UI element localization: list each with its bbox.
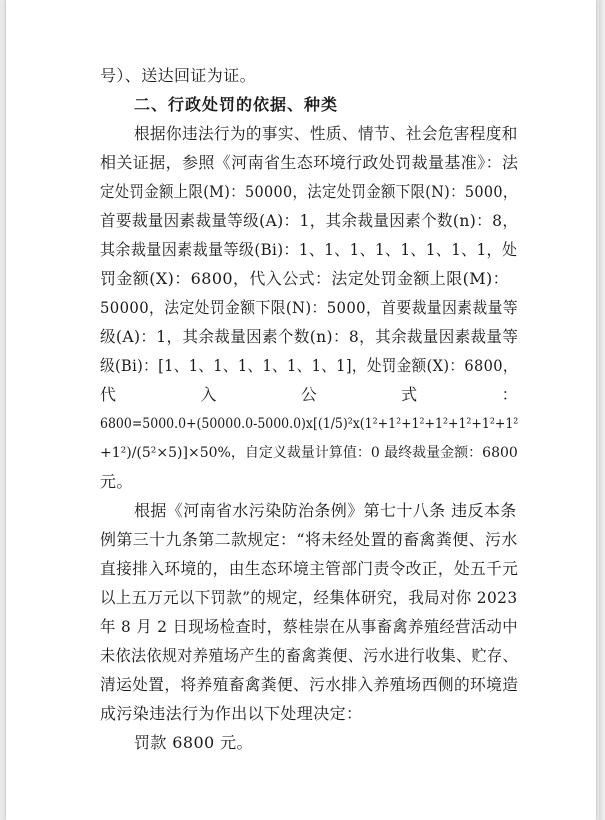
spread-char: 代 (100, 385, 117, 404)
text-line: 级(A)：1，其余裁量因素个数(n)：8，其余裁量因素裁量等 (100, 327, 519, 346)
spread-char: 公 (300, 385, 318, 404)
text-line: 号）、送达回证为证。 (100, 66, 257, 85)
text-line: 元。 (100, 472, 133, 491)
formula-line: 6800=5000.0+(50000.0-5000.0)x[(1/5)²x(1²+1²+1²+1²+1²+1²+1² (100, 416, 519, 432)
text-line: 其余裁量因素裁量等级(Bi)：1、1、1、1、1、1、1、1，处 (100, 240, 518, 259)
document-page (6, 0, 596, 820)
section-heading: 二、行政处罚的依据、种类 (134, 95, 339, 114)
text-line: 首要裁量因素裁量等级(A)：1，其余裁量因素个数(n)：8， (100, 211, 519, 230)
text-line: 成污染违法行为作出以下处理决定： (100, 704, 363, 723)
spread-char: 入 (200, 385, 217, 404)
text-line: 50000，法定处罚金额下限(N)：5000，首要裁量因素裁量等 (100, 298, 518, 317)
text-line: 清运处置，将养殖畜禽粪便、污水排入养殖场西侧的环境造 (100, 675, 519, 694)
text-line: 根据你违法行为的事实、性质、情节、社会危害程度和 (134, 124, 518, 143)
formula-line: +1²)/(5²×5)]×50%，自定义裁量计算值：0 最终裁量金额：6800 (100, 445, 518, 461)
text-line: 年 8 月 2 日现场检查时，蔡桂崇在从事畜禽养殖经营活动中 (100, 617, 518, 636)
spread-char: 式 (401, 385, 418, 404)
text-line: 以上五万元以下罚款”的规定，经集体研究，我局对你 2023 (100, 588, 518, 607)
penalty-line: 罚款 6800 元。 (134, 733, 253, 752)
formula-intro-line (100, 383, 518, 407)
spread-char: ： (501, 385, 518, 404)
text-line: 未依法依规对养殖场产生的畜禽粪便、污水进行收集、贮存、 (100, 646, 519, 665)
text-line: 级(Bi)：[1、1、1、1、1、1、1、1]，处罚金额(X)：6800， (100, 356, 518, 375)
page-edge-shadow (599, 0, 605, 820)
text-line: 根据《河南省水污染防治条例》第七十八条 违反本条 (134, 501, 517, 520)
text-line: 相关证据，参照《河南省生态环境行政处罚裁量基准》：法 (100, 153, 519, 172)
text-line: 定处罚金额上限(M)：50000，法定处罚金额下限(N)：5000， (100, 182, 518, 201)
text-line: 罚金额(X)：6800，代入公式：法定处罚金额上限(M)： (100, 269, 510, 288)
text-line: 例第三十九条第二款规定：“将未经处置的畜禽粪便、污水 (100, 530, 518, 549)
text-line: 直接排入环境的，由生态环境主管部门责令改正，处五千元 (100, 559, 519, 578)
